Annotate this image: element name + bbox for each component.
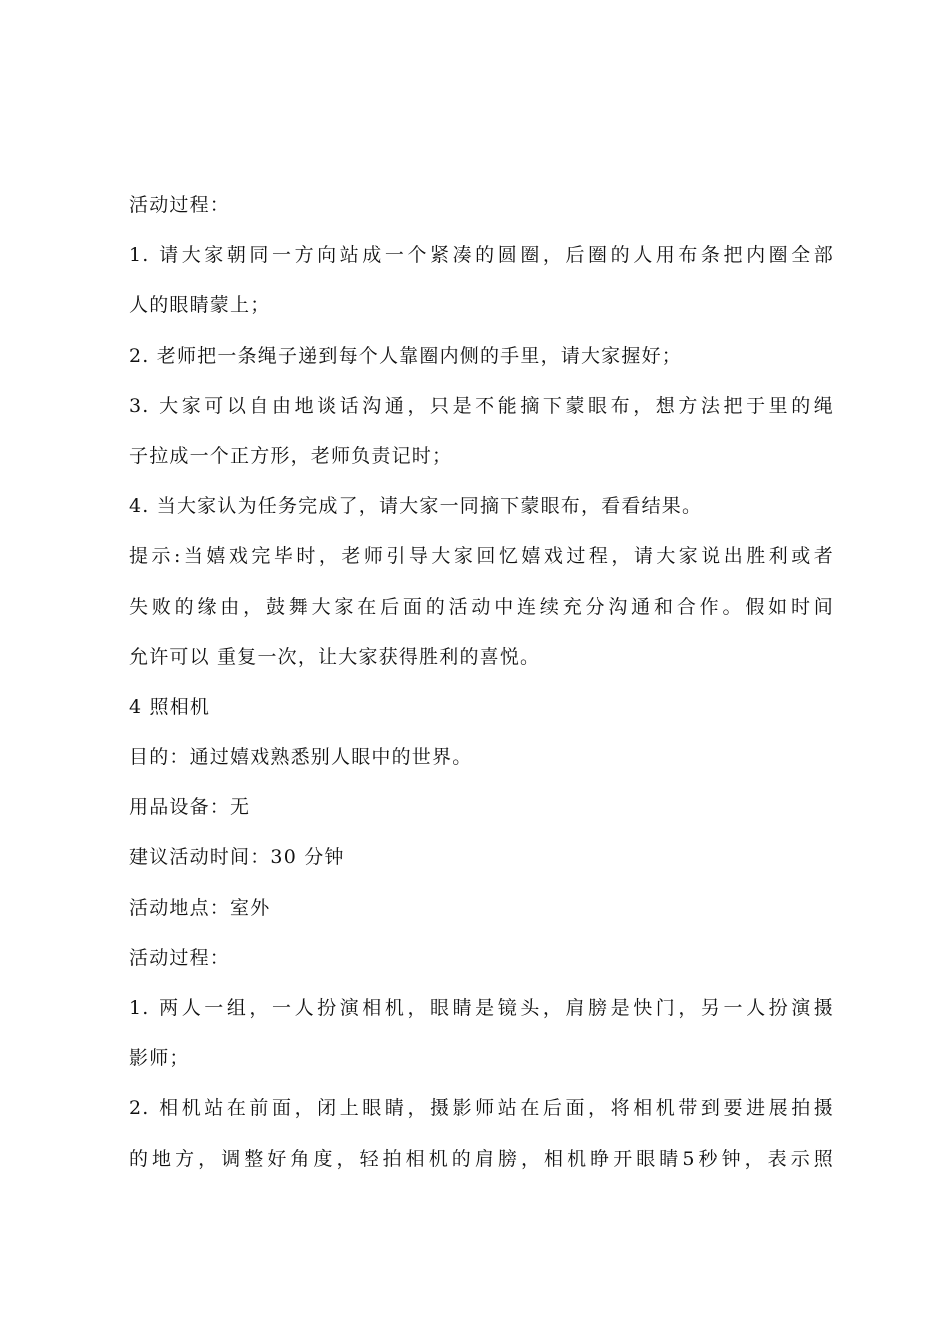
text-line: 人的眼睛蒙上； xyxy=(129,294,271,317)
text-line: 影师； xyxy=(129,1047,190,1070)
tip-line: 允许可以 重复一次，让大家获得胜利的喜悦。 xyxy=(129,645,541,668)
location-line: 活动地点：室外 xyxy=(129,896,271,919)
tip-line: 提示:当嬉戏完毕时，老师引导大家回忆嬉戏过程，请大家说出胜利或者 xyxy=(129,545,834,568)
text-line: 2. 相机站在前面，闭上眼睛，摄影师站在后面，将相机带到要进展拍摄 xyxy=(129,1097,834,1120)
section-heading-camera: 4 照相机 xyxy=(129,695,211,718)
section-heading-process: 活动过程： xyxy=(129,194,231,216)
text-line: 子拉成一个正方形，老师负责记时； xyxy=(129,444,453,467)
text-line: 4. 当大家认为任务完成了，请大家一同摘下蒙眼布，看看结果。 xyxy=(129,495,703,518)
purpose-line: 目的：通过嬉戏熟悉别人眼中的世界。 xyxy=(129,746,473,769)
text-line: 2. 老师把一条绳子递到每个人靠圈内侧的手里，请大家握好； xyxy=(129,344,682,367)
text-line: 1. 两人一组，一人扮演相机，眼睛是镜头，肩膀是快门，另一人扮演摄 xyxy=(129,997,834,1019)
tip-line: 失败的缘由，鼓舞大家在后面的活动中连续充分沟通和合作。假如时间 xyxy=(129,595,834,618)
text-line: 的地方，调整好角度，轻拍相机的肩膀，相机睁开眼睛5秒钟，表示照 xyxy=(129,1147,834,1170)
equipment-line: 用品设备：无 xyxy=(129,796,251,819)
text-line: 3. 大家可以自由地谈话沟通，只是不能摘下蒙眼布，想方法把于里的绳 xyxy=(129,394,834,417)
text-line: 1. 请大家朝同一方向站成一个紧凑的圆圈，后圈的人用布条把内圈全部 xyxy=(129,244,834,267)
document-body xyxy=(129,180,834,1184)
section-heading-process: 活动过程： xyxy=(129,946,231,969)
duration-line: 建议活动时间：30 分钟 xyxy=(129,846,345,869)
